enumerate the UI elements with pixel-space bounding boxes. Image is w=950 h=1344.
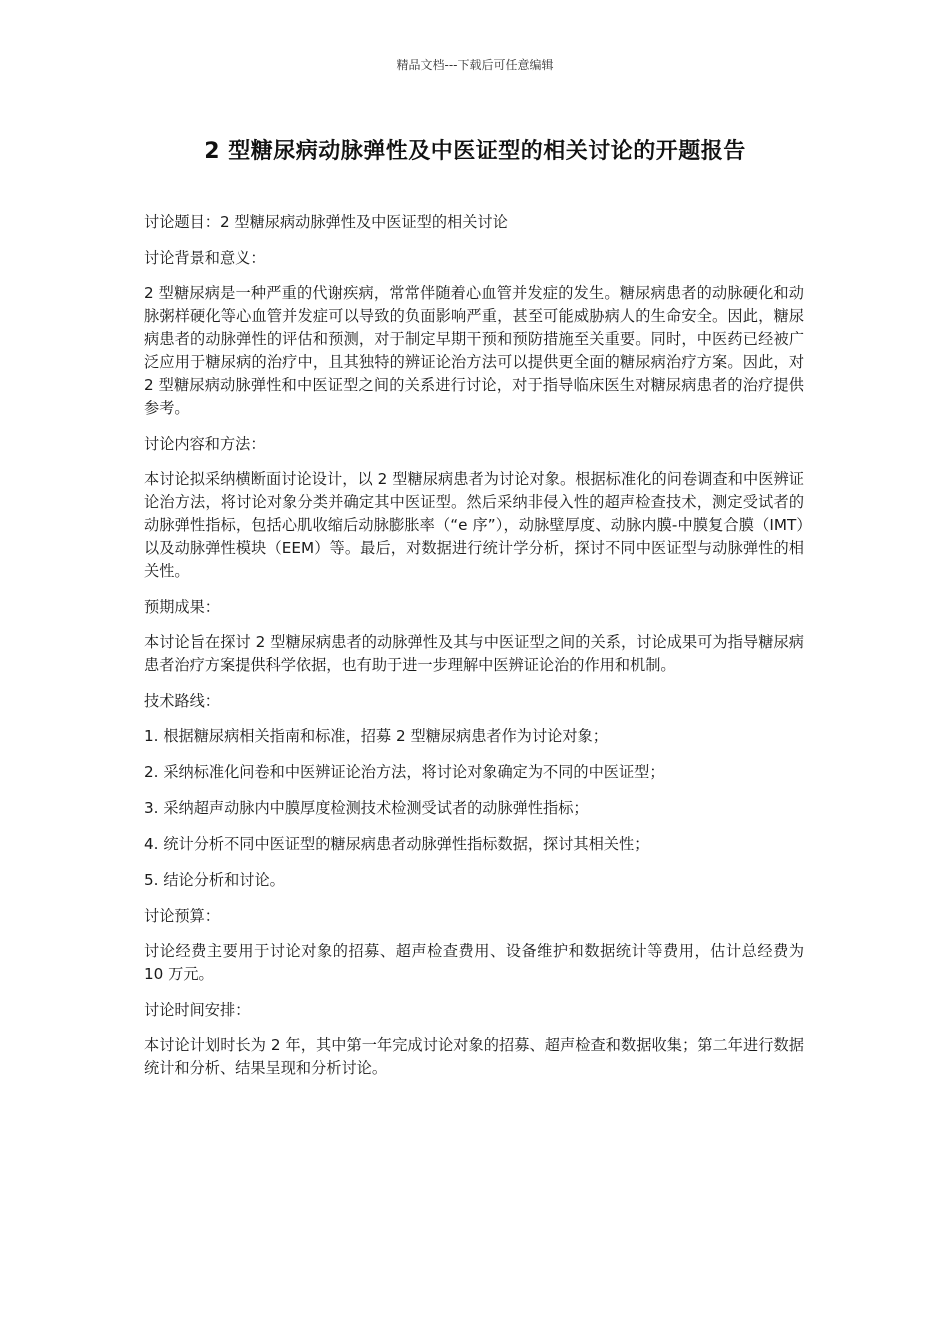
section-heading-outcomes: 预期成果：	[144, 598, 220, 616]
outcomes-paragraph: 本讨论旨在探讨 2 型糖尿病患者的动脉弹性及其与中医证型之间的关系，讨论成果可为指导糖尿病患者治疗方案提供科学依据，也有助于进一步理解中医辨证论治的作用和机制。	[144, 633, 804, 674]
page-header: 精品文档---下载后可任意编辑	[396, 58, 554, 72]
document-title: 2 型糖尿病动脉弹性及中医证型的相关讨论的开题报告	[204, 139, 746, 164]
roadmap-step: 2. 采纳标准化问卷和中医辨证论治方法，将讨论对象确定为不同的中医证型；	[144, 763, 665, 781]
section-heading-background: 讨论背景和意义：	[144, 249, 266, 267]
background-paragraph: 2 型糖尿病是一种严重的代谢疾病，常常伴随着心血管并发症的发生。糖尿病患者的动脉硬化和动脉粥样硬化等心血管并发症可以导致的负面影响严重，甚至可能威胁病人的生命安全。因此，糖尿病患者的动脉弹性的评估和预测，对于制定早期干预和预防措施至关重要。同时，中医药已经被广泛应用于糖尿病的治疗中，且其独特的辨证论治方法可以提供更全面的糖尿病治疗方案。因此，对 2 型糖尿病动脉弹性和中医证型之间的关系进行讨论，对于指导临床医生对糖尿病患者的治疗提供参考。	[144, 284, 804, 417]
methods-paragraph: 本讨论拟采纳横断面讨论设计，以 2 型糖尿病患者为讨论对象。根据标准化的问卷调查和中医辨证论治方法，将讨论对象分类并确定其中医证型。然后采纳非侵入性的超声检查技术，测定受试者的动脉弹性指标，包括心肌收缩后动脉膨胀率（“e 序”），动脉壁厚度、动脉内膜-中膜复合膜（IMT）以及动脉弹性模块（EEM）等。最后，对数据进行统计学分析，探讨不同中医证型与动脉弹性的相关性。	[144, 470, 804, 580]
document-body	[144, 211, 804, 1093]
section-heading-methods: 讨论内容和方法：	[144, 435, 266, 453]
section-heading-schedule: 讨论时间安排：	[144, 1001, 251, 1019]
schedule-paragraph: 本讨论计划时长为 2 年，其中第一年完成讨论对象的招募、超声检查和数据收集；第二年进行数据统计和分析、结果呈现和分析讨论。	[144, 1036, 804, 1077]
section-heading-budget: 讨论预算：	[144, 907, 220, 925]
roadmap-step: 1. 根据糖尿病相关指南和标准，招募 2 型糖尿病患者作为讨论对象；	[144, 727, 608, 745]
roadmap-step: 4. 统计分析不同中医证型的糖尿病患者动脉弹性指标数据，探讨其相关性；	[144, 835, 650, 853]
budget-paragraph: 讨论经费主要用于讨论对象的招募、超声检查费用、设备维护和数据统计等费用，估计总经费为 10 万元。	[144, 942, 804, 983]
topic-line: 讨论题目：2 型糖尿病动脉弹性及中医证型的相关讨论	[144, 213, 508, 231]
roadmap-step: 5. 结论分析和讨论。	[144, 871, 285, 889]
roadmap-step: 3. 采纳超声动脉内中膜厚度检测技术检测受试者的动脉弹性指标；	[144, 799, 589, 817]
section-heading-roadmap: 技术路线：	[144, 692, 220, 710]
